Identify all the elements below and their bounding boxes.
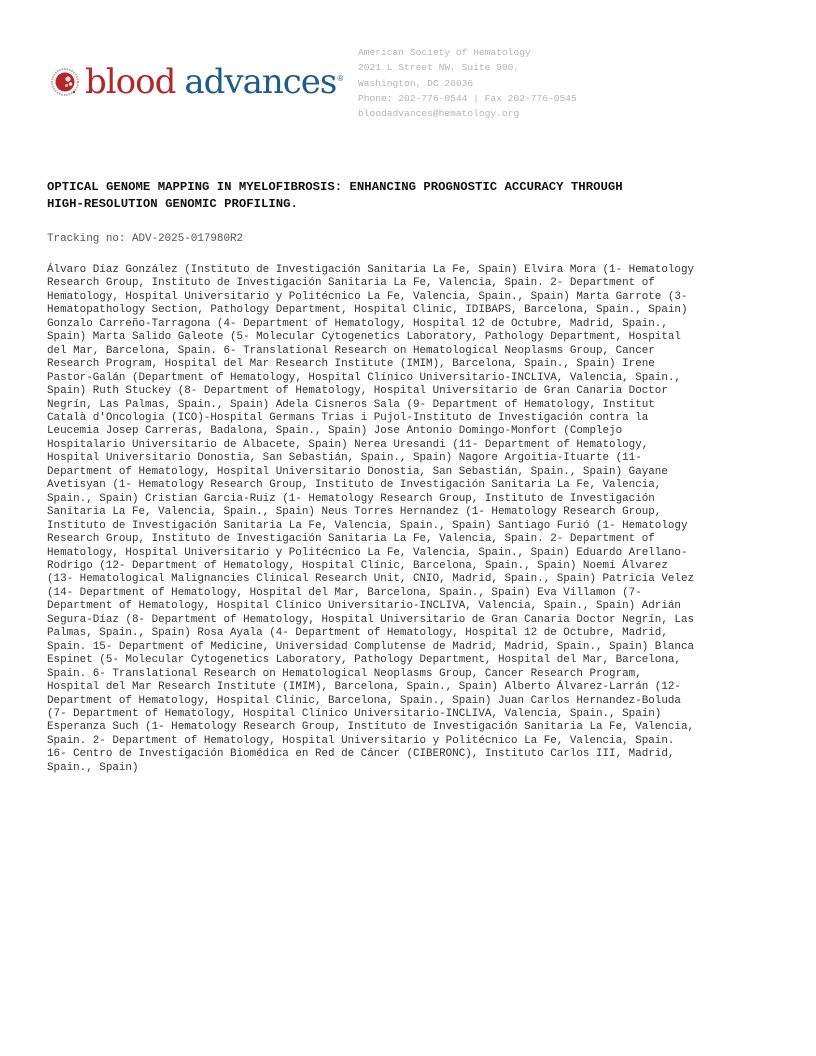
author-line: Research Program, Hospital del Mar Research Institute (IMIM), Barcelona, Spain., Spain) Irene bbox=[47, 358, 655, 371]
author-list bbox=[47, 264, 787, 775]
author-line: Pastor-Galán (Department of Hematology, Hospital Clínico Universitario-INCLIVA, Valencia, Spain., bbox=[47, 371, 681, 384]
title-line: HIGH-RESOLUTION GENOMIC PROFILING. bbox=[47, 197, 298, 211]
author-line: Spain., Spain) bbox=[47, 761, 139, 774]
author-line: Hematology, Hospital Universitario y Politécnico La Fe, Valencia, Spain., Spain) Eduardo Arellano- bbox=[47, 546, 688, 559]
author-line: Hospital del Mar Research Institute (IMIM), Barcelona, Spain., Spain) Alberto Álvarez-Larrán (12- bbox=[47, 681, 681, 694]
author-line: Research Group, Instituto de Investigación Sanitaria La Fe, Valencia, Spain. 2- Department of bbox=[47, 277, 655, 290]
author-line: Espinet (5- Molecular Cytogenetics Laboratory, Pathology Department, Hospital del Mar, Barcelona, bbox=[47, 654, 681, 667]
logo-word-advances: advances bbox=[184, 62, 337, 102]
author-line: Spain. 15- Department of Medicine, Universidad Complutense de Madrid, Madrid, Spain., Spain) Blanca bbox=[47, 640, 695, 653]
author-line: Spain) Marta Salido Galeote (5- Molecular Cytogenetics Laboratory, Pathology Department, Hospital bbox=[47, 331, 681, 344]
author-line: Hospital Universitario Donostia, San Sebastián, Spain., Spain) Nagore Argoitia-Ituarte (11- bbox=[47, 452, 642, 465]
author-line: Avetisyan (1- Hematology Research Group, Instituto de Investigación Sanitaria La Fe, Valencia, bbox=[47, 479, 662, 492]
address-city: Washington, DC 20036 bbox=[358, 77, 474, 89]
address-org: American Society of Hematology bbox=[358, 47, 531, 58]
address-street: 2021 L Street NW, Suite 900, bbox=[358, 62, 520, 74]
logo-word-blood: blood bbox=[85, 62, 176, 102]
author-line: Spain) Ruth Stuckey (8- Department of Hematology, Hospital Universitario de Gran Canaria Doctor bbox=[47, 385, 668, 398]
author-line: Spain. 6- Translational Research on Hematological Neoplasms Group, Cancer Research Program, bbox=[47, 667, 642, 680]
author-line: Spain., Spain) Cristian Garcia-Ruiz (1- Hematology Research Group, Instituto de Investigación bbox=[47, 492, 655, 505]
author-line: Department of Hematology, Hospital Clínic, Barcelona, Spain., Spain) Juan Carlos Hernandez-Boluda bbox=[47, 694, 681, 707]
title-line: OPTICAL GENOME MAPPING IN MYELOFIBROSIS: ENHANCING PROGNOSTIC ACCURACY THROUGH bbox=[47, 180, 623, 194]
publisher-address bbox=[358, 45, 577, 121]
author-line: Esperanza Such (1- Hematology Research Group, Instituto de Investigación Sanitaria La Fe, Valencia, bbox=[47, 721, 695, 734]
author-line: Hematology, Hospital Universitario y Politécnico La Fe, Valencia, Spain., Spain) Marta Garrote (3- bbox=[47, 290, 688, 303]
author-line: Gonzalo Carreño-Tarragona (4- Department of Hematology, Hospital 12 de Octubre, Madrid, Spain., bbox=[47, 317, 668, 330]
author-line: Català d'Oncologia (ICO)-Hospital Germans Trias i Pujol-Instituto de Investigación contra la bbox=[47, 411, 649, 424]
address-phone-fax: Phone: 202-776-0544 | Fax 202-776-0545 bbox=[358, 92, 577, 104]
author-line: Sanitaria La Fe, Valencia, Spain., Spain) Neus Torres Hernandez (1- Hematology Research Group, bbox=[47, 506, 662, 519]
author-line: del Mar, Barcelona, Spain. 6- Translational Research on Hematological Neoplasms Group, Cancer bbox=[47, 344, 655, 357]
author-line: Segura-Díaz (8- Department of Hematology, Hospital Universitario de Gran Canaria Doctor Negrín, Las bbox=[47, 613, 695, 626]
author-line: Department of Hematology, Hospital Universitario Donostia, San Sebastián, Spain., Spain) Gayane bbox=[47, 465, 668, 478]
author-line: Rodrigo (12- Department of Hematology, Hospital Clínic, Barcelona, Spain., Spain) Noemí Álvarez bbox=[47, 559, 668, 572]
author-line: Instituto de Investigación Sanitaria La Fe, Valencia, Spain., Spain) Santiago Furió (1- Hematology bbox=[47, 519, 688, 532]
author-line: Department of Hematology, Hospital Clínico Universitario-INCLIVA, Valencia, Spain., Spain) Adrián bbox=[47, 600, 681, 613]
author-line: Leucemia Josep Carreras, Badalona, Spain., Spain) Jose Antonio Domingo-Monfort (Complejo bbox=[47, 425, 623, 438]
author-line: Hospitalario Universitario de Albacete, Spain) Nerea Uresandi (11- Department of Hematology, bbox=[47, 438, 649, 451]
journal-logo bbox=[51, 64, 343, 100]
author-line: Research Group, Instituto de Investigación Sanitaria La Fe, Valencia, Spain. 2- Department of bbox=[47, 533, 655, 546]
author-line: Palmas, Spain., Spain) Rosa Ayala (4- Department of Hematology, Hospital 12 de Octubre, Madrid, bbox=[47, 627, 668, 640]
author-line: 16- Centro de Investigación Biomédica en Red de Cáncer (CIBERONC), Instituto Carlos III, Madrid, bbox=[47, 748, 675, 761]
author-line: Álvaro Díaz González (Instituto de Investigación Sanitaria La Fe, Spain) Elvira Mora (1- Hematology bbox=[47, 264, 695, 276]
address-email: bloodadvances@hematology.org bbox=[358, 108, 520, 120]
author-line: Negrín, Las Palmas, Spain., Spain) Adela Cisneros Sala (9- Department of Hematology, Institut bbox=[47, 398, 655, 411]
author-line: (13- Hematological Malignancies Clinical Research Unit, CNIO, Madrid, Spain., Spain) Patricia Velez bbox=[47, 573, 695, 586]
registered-mark: ® bbox=[337, 74, 344, 83]
article-title bbox=[47, 179, 767, 213]
author-line: Spain. 2- Department of Hematology, Hospital Universitario y Politécnico La Fe, Valencia, Spain. bbox=[47, 734, 675, 747]
author-line: Hematopathology Section, Pathology Department, Hospital Clinic, IDIBAPS, Barcelona, Spain., Spain) bbox=[47, 304, 688, 317]
author-line: (14- Department of Hematology, Hospital del Mar, Barcelona, Spain., Spain) Eva Villamon (7- bbox=[47, 586, 642, 599]
tracking-number: Tracking no: ADV-2025-017980R2 bbox=[47, 233, 244, 245]
author-line: (7- Department of Hematology, Hospital Clínico Universitario-INCLIVA, Valencia, Spain., Spain) bbox=[47, 707, 662, 720]
ash-seal-icon bbox=[51, 68, 79, 96]
